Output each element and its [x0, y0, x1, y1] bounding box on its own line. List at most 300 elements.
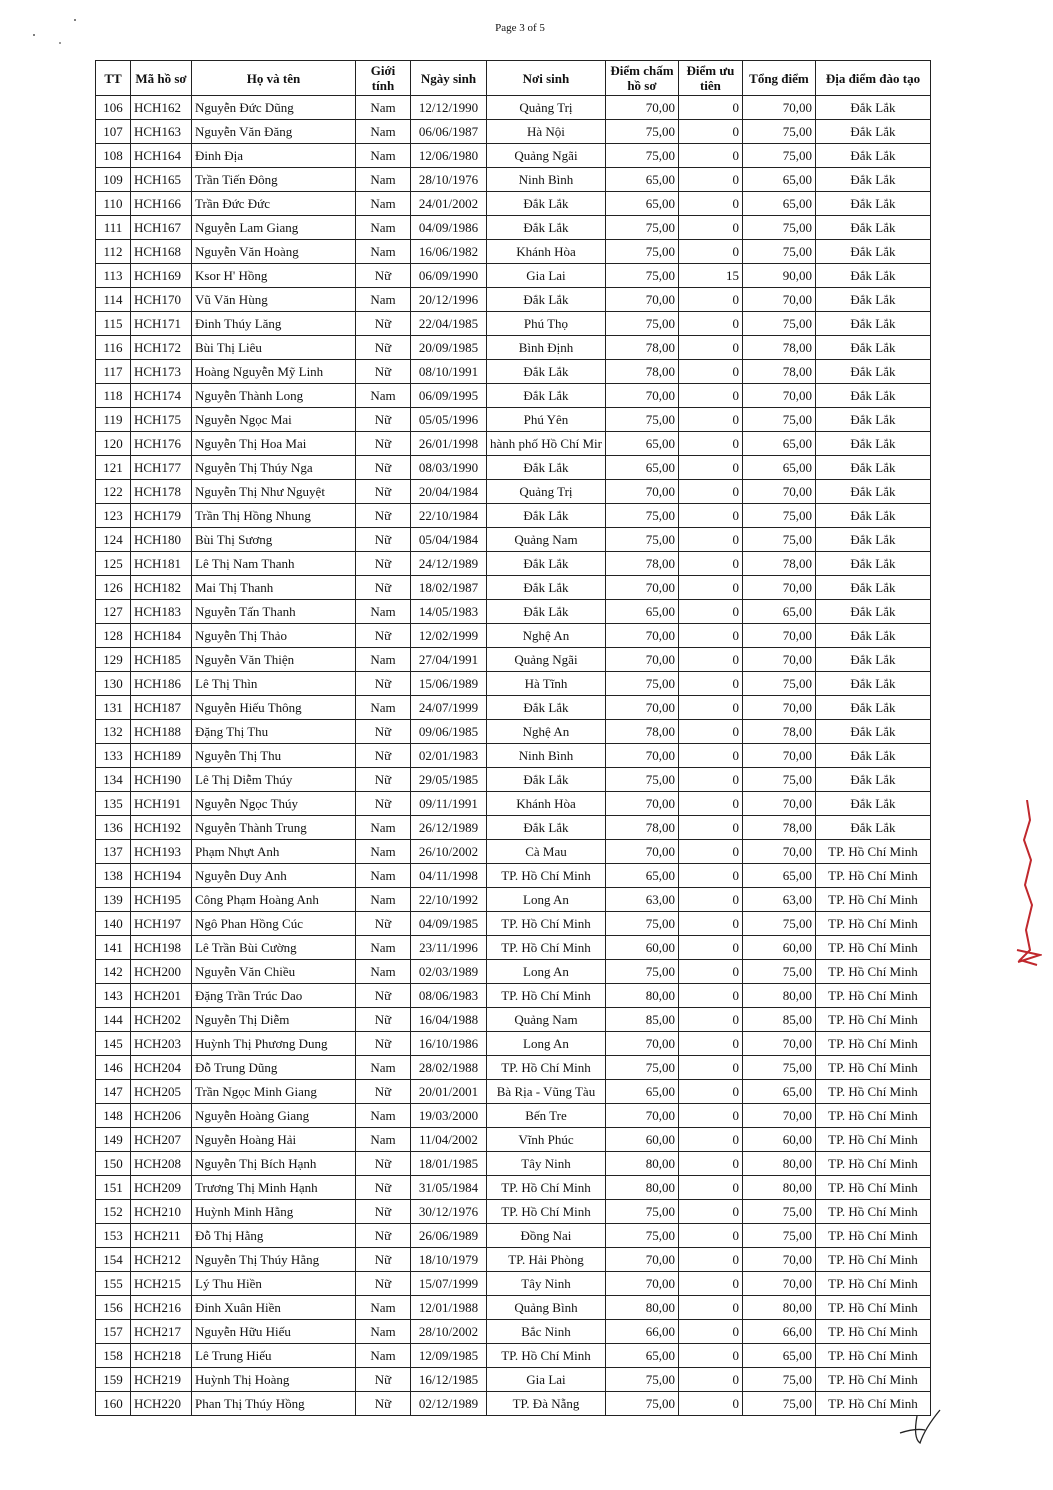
cell-dia-diem: Đắk Lắk — [815, 96, 930, 120]
cell-dia-diem: Đắk Lắk — [815, 720, 930, 744]
cell-diem-cham: 70,00 — [605, 288, 678, 312]
cell-ho-va-ten: Ngô Phan Hồng Cúc — [192, 912, 356, 936]
cell-ho-va-ten: Trần Thị Hồng Nhung — [192, 504, 356, 528]
cell-ho-va-ten: Đặng Trần Trúc Dao — [192, 984, 356, 1008]
cell-noi-sinh: Cà Mau — [487, 840, 606, 864]
cell-gioi-tinh: Nam — [356, 240, 411, 264]
cell-tt: 115 — [96, 312, 131, 336]
cell-diem-uu-tien: 0 — [678, 888, 742, 912]
cell-diem-cham: 75,00 — [605, 1368, 678, 1392]
cell-dia-diem: Đắk Lắk — [815, 456, 930, 480]
cell-ngay-sinh: 31/05/1984 — [411, 1176, 487, 1200]
table-row — [96, 744, 931, 768]
cell-tt: 125 — [96, 552, 131, 576]
table-row — [96, 672, 931, 696]
table-row — [96, 1344, 931, 1368]
cell-diem-uu-tien: 0 — [678, 1080, 742, 1104]
table-row — [96, 192, 931, 216]
candidate-score-table — [95, 60, 931, 1416]
cell-diem-uu-tien: 0 — [678, 1320, 742, 1344]
cell-dia-diem: Đắk Lắk — [815, 504, 930, 528]
cell-diem-uu-tien: 0 — [678, 720, 742, 744]
cell-tt: 121 — [96, 456, 131, 480]
cell-tong-diem: 75,00 — [742, 1392, 815, 1416]
cell-noi-sinh: Quảng Nam — [487, 1008, 606, 1032]
cell-diem-uu-tien: 0 — [678, 960, 742, 984]
cell-tt: 110 — [96, 192, 131, 216]
cell-noi-sinh: Nghệ An — [487, 624, 606, 648]
cell-ma-ho-so: HCH177 — [131, 456, 192, 480]
cell-gioi-tinh: Nam — [356, 840, 411, 864]
cell-ho-va-ten: Nguyễn Tấn Thanh — [192, 600, 356, 624]
cell-ngay-sinh: 16/12/1985 — [411, 1368, 487, 1392]
cell-tong-diem: 70,00 — [742, 96, 815, 120]
table-row — [96, 216, 931, 240]
cell-tt: 148 — [96, 1104, 131, 1128]
cell-tong-diem: 60,00 — [742, 1128, 815, 1152]
cell-ma-ho-so: HCH164 — [131, 144, 192, 168]
cell-ma-ho-so: HCH162 — [131, 96, 192, 120]
table-row — [96, 1152, 931, 1176]
cell-diem-cham: 65,00 — [605, 1344, 678, 1368]
cell-tt: 137 — [96, 840, 131, 864]
cell-gioi-tinh: Nam — [356, 96, 411, 120]
cell-ho-va-ten: Lê Thị Thìn — [192, 672, 356, 696]
cell-dia-diem: TP. Hồ Chí Minh — [815, 960, 930, 984]
cell-ngay-sinh: 23/11/1996 — [411, 936, 487, 960]
cell-gioi-tinh: Nữ — [356, 744, 411, 768]
cell-tong-diem: 80,00 — [742, 984, 815, 1008]
cell-diem-cham: 70,00 — [605, 1248, 678, 1272]
table-row — [96, 1392, 931, 1416]
cell-ma-ho-so: HCH170 — [131, 288, 192, 312]
cell-ho-va-ten: Lê Trần Bùi Cường — [192, 936, 356, 960]
cell-diem-uu-tien: 0 — [678, 624, 742, 648]
cell-gioi-tinh: Nữ — [356, 480, 411, 504]
cell-gioi-tinh: Nam — [356, 1344, 411, 1368]
cell-tt: 139 — [96, 888, 131, 912]
cell-ma-ho-so: HCH169 — [131, 264, 192, 288]
cell-ho-va-ten: Nguyễn Hữu Hiếu — [192, 1320, 356, 1344]
cell-noi-sinh: Gia Lai — [487, 264, 606, 288]
cell-tt: 143 — [96, 984, 131, 1008]
cell-ma-ho-so: HCH194 — [131, 864, 192, 888]
cell-diem-cham: 65,00 — [605, 432, 678, 456]
cell-diem-uu-tien: 0 — [678, 1008, 742, 1032]
cell-tong-diem: 78,00 — [742, 336, 815, 360]
table-row — [96, 120, 931, 144]
cell-gioi-tinh: Nam — [356, 648, 411, 672]
cell-ngay-sinh: 28/10/1976 — [411, 168, 487, 192]
table-row — [96, 1056, 931, 1080]
cell-diem-cham: 65,00 — [605, 192, 678, 216]
cell-diem-uu-tien: 0 — [678, 240, 742, 264]
cell-ma-ho-so: HCH176 — [131, 432, 192, 456]
cell-dia-diem: Đắk Lắk — [815, 384, 930, 408]
table-row — [96, 312, 931, 336]
table-row — [96, 624, 931, 648]
cell-ngay-sinh: 04/09/1985 — [411, 912, 487, 936]
cell-ma-ho-so: HCH192 — [131, 816, 192, 840]
cell-diem-cham: 75,00 — [605, 912, 678, 936]
cell-noi-sinh: Tây Ninh — [487, 1272, 606, 1296]
header-ho-va-ten: Họ và tên — [192, 61, 356, 96]
cell-gioi-tinh: Nữ — [356, 504, 411, 528]
cell-ma-ho-so: HCH173 — [131, 360, 192, 384]
cell-gioi-tinh: Nam — [356, 192, 411, 216]
cell-tt: 109 — [96, 168, 131, 192]
cell-tt: 151 — [96, 1176, 131, 1200]
cell-dia-diem: Đắk Lắk — [815, 216, 930, 240]
header-ngay-sinh: Ngày sinh — [411, 61, 487, 96]
cell-tong-diem: 75,00 — [742, 216, 815, 240]
cell-diem-cham: 70,00 — [605, 696, 678, 720]
cell-diem-cham: 70,00 — [605, 96, 678, 120]
cell-tong-diem: 75,00 — [742, 408, 815, 432]
cell-tt: 119 — [96, 408, 131, 432]
cell-ngay-sinh: 27/04/1991 — [411, 648, 487, 672]
cell-ho-va-ten: Ksor H' Hồng — [192, 264, 356, 288]
cell-ma-ho-so: HCH215 — [131, 1272, 192, 1296]
cell-gioi-tinh: Nam — [356, 168, 411, 192]
cell-gioi-tinh: Nữ — [356, 264, 411, 288]
cell-ho-va-ten: Trần Đức Đức — [192, 192, 356, 216]
cell-ho-va-ten: Mai Thị Thanh — [192, 576, 356, 600]
cell-dia-diem: TP. Hồ Chí Minh — [815, 1344, 930, 1368]
cell-tong-diem: 70,00 — [742, 1248, 815, 1272]
cell-tong-diem: 85,00 — [742, 1008, 815, 1032]
cell-tt: 128 — [96, 624, 131, 648]
cell-noi-sinh: Long An — [487, 888, 606, 912]
cell-gioi-tinh: Nam — [356, 1320, 411, 1344]
cell-tong-diem: 70,00 — [742, 624, 815, 648]
cell-ma-ho-so: HCH201 — [131, 984, 192, 1008]
cell-tt: 142 — [96, 960, 131, 984]
cell-dia-diem: TP. Hồ Chí Minh — [815, 1296, 930, 1320]
cell-tong-diem: 70,00 — [742, 744, 815, 768]
cell-tt: 157 — [96, 1320, 131, 1344]
table-row — [96, 696, 931, 720]
cell-gioi-tinh: Nam — [356, 936, 411, 960]
cell-tt: 153 — [96, 1224, 131, 1248]
cell-ho-va-ten: Nguyễn Ngọc Mai — [192, 408, 356, 432]
cell-ho-va-ten: Nguyễn Thị Thảo — [192, 624, 356, 648]
table-row — [96, 888, 931, 912]
cell-tt: 160 — [96, 1392, 131, 1416]
cell-diem-cham: 70,00 — [605, 792, 678, 816]
cell-tong-diem: 78,00 — [742, 816, 815, 840]
cell-ngay-sinh: 02/12/1989 — [411, 1392, 487, 1416]
cell-ho-va-ten: Nguyễn Hoàng Giang — [192, 1104, 356, 1128]
cell-tt: 107 — [96, 120, 131, 144]
cell-ma-ho-so: HCH205 — [131, 1080, 192, 1104]
cell-diem-uu-tien: 0 — [678, 504, 742, 528]
cell-diem-cham: 78,00 — [605, 360, 678, 384]
cell-ngay-sinh: 30/12/1976 — [411, 1200, 487, 1224]
cell-noi-sinh: Gia Lai — [487, 1368, 606, 1392]
table-row — [96, 1008, 931, 1032]
cell-ngay-sinh: 20/12/1996 — [411, 288, 487, 312]
cell-tt: 114 — [96, 288, 131, 312]
cell-ho-va-ten: Nguyễn Thị Thúy Nga — [192, 456, 356, 480]
table-row — [96, 1272, 931, 1296]
cell-ho-va-ten: Trương Thị Minh Hạnh — [192, 1176, 356, 1200]
cell-gioi-tinh: Nam — [356, 216, 411, 240]
table-row — [96, 912, 931, 936]
cell-ho-va-ten: Nguyễn Thị Như Nguyệt — [192, 480, 356, 504]
cell-tt: 106 — [96, 96, 131, 120]
cell-tt: 159 — [96, 1368, 131, 1392]
cell-ma-ho-so: HCH195 — [131, 888, 192, 912]
cell-diem-cham: 70,00 — [605, 744, 678, 768]
cell-ngay-sinh: 18/02/1987 — [411, 576, 487, 600]
cell-noi-sinh: Đắk Lắk — [487, 696, 606, 720]
cell-ma-ho-so: HCH171 — [131, 312, 192, 336]
cell-gioi-tinh: Nữ — [356, 360, 411, 384]
cell-noi-sinh: Vĩnh Phúc — [487, 1128, 606, 1152]
cell-diem-uu-tien: 0 — [678, 816, 742, 840]
cell-diem-cham: 78,00 — [605, 816, 678, 840]
cell-tt: 116 — [96, 336, 131, 360]
cell-ma-ho-so: HCH212 — [131, 1248, 192, 1272]
cell-ho-va-ten: Lý Thu Hiền — [192, 1272, 356, 1296]
cell-dia-diem: TP. Hồ Chí Minh — [815, 1080, 930, 1104]
cell-tong-diem: 65,00 — [742, 456, 815, 480]
table-row — [96, 816, 931, 840]
table-row — [96, 240, 931, 264]
cell-diem-uu-tien: 0 — [678, 840, 742, 864]
cell-gioi-tinh: Nam — [356, 120, 411, 144]
cell-ho-va-ten: Huỳnh Minh Hằng — [192, 1200, 356, 1224]
cell-ho-va-ten: Nguyễn Văn Thiện — [192, 648, 356, 672]
cell-diem-uu-tien: 0 — [678, 336, 742, 360]
cell-noi-sinh: Đắk Lắk — [487, 216, 606, 240]
cell-gioi-tinh: Nữ — [356, 672, 411, 696]
cell-ma-ho-so: HCH190 — [131, 768, 192, 792]
cell-diem-cham: 78,00 — [605, 336, 678, 360]
cell-diem-cham: 70,00 — [605, 840, 678, 864]
table-row — [96, 1296, 931, 1320]
table-row — [96, 264, 931, 288]
cell-dia-diem: TP. Hồ Chí Minh — [815, 1176, 930, 1200]
cell-noi-sinh: Ninh Bình — [487, 744, 606, 768]
cell-tt: 138 — [96, 864, 131, 888]
cell-tt: 156 — [96, 1296, 131, 1320]
cell-noi-sinh: Long An — [487, 960, 606, 984]
cell-diem-uu-tien: 0 — [678, 744, 742, 768]
cell-gioi-tinh: Nữ — [356, 720, 411, 744]
cell-ngay-sinh: 19/03/2000 — [411, 1104, 487, 1128]
cell-ngay-sinh: 18/10/1979 — [411, 1248, 487, 1272]
cell-ho-va-ten: Nguyễn Lam Giang — [192, 216, 356, 240]
cell-ho-va-ten: Phan Thị Thúy Hồng — [192, 1392, 356, 1416]
cell-ngay-sinh: 20/04/1984 — [411, 480, 487, 504]
cell-ngay-sinh: 28/02/1988 — [411, 1056, 487, 1080]
cell-ma-ho-so: HCH166 — [131, 192, 192, 216]
cell-ma-ho-so: HCH181 — [131, 552, 192, 576]
cell-ngay-sinh: 08/03/1990 — [411, 456, 487, 480]
cell-ho-va-ten: Nguyễn Thành Trung — [192, 816, 356, 840]
cell-tong-diem: 65,00 — [742, 1344, 815, 1368]
cell-ngay-sinh: 24/07/1999 — [411, 696, 487, 720]
cell-diem-uu-tien: 0 — [678, 984, 742, 1008]
cell-tong-diem: 75,00 — [742, 528, 815, 552]
cell-diem-cham: 70,00 — [605, 1104, 678, 1128]
header-diem-uu-tien: Điểm ưu tiên — [678, 61, 742, 96]
cell-diem-cham: 75,00 — [605, 120, 678, 144]
cell-dia-diem: TP. Hồ Chí Minh — [815, 1200, 930, 1224]
table-row — [96, 408, 931, 432]
cell-ngay-sinh: 24/12/1989 — [411, 552, 487, 576]
cell-ho-va-ten: Nguyễn Thị Thu — [192, 744, 356, 768]
cell-noi-sinh: Quảng Bình — [487, 1296, 606, 1320]
table-row — [96, 576, 931, 600]
cell-diem-uu-tien: 0 — [678, 528, 742, 552]
cell-ngay-sinh: 14/05/1983 — [411, 600, 487, 624]
cell-tong-diem: 70,00 — [742, 576, 815, 600]
cell-diem-cham: 70,00 — [605, 576, 678, 600]
cell-gioi-tinh: Nữ — [356, 1008, 411, 1032]
cell-diem-cham: 78,00 — [605, 720, 678, 744]
cell-diem-uu-tien: 0 — [678, 1296, 742, 1320]
table-row — [96, 1176, 931, 1200]
cell-gioi-tinh: Nữ — [356, 1032, 411, 1056]
cell-dia-diem: Đắk Lắk — [815, 744, 930, 768]
cell-ngay-sinh: 22/10/1984 — [411, 504, 487, 528]
cell-ma-ho-so: HCH179 — [131, 504, 192, 528]
cell-tt: 117 — [96, 360, 131, 384]
cell-diem-cham: 75,00 — [605, 504, 678, 528]
cell-gioi-tinh: Nam — [356, 288, 411, 312]
cell-ho-va-ten: Nguyễn Thị Thúy Hằng — [192, 1248, 356, 1272]
cell-ma-ho-so: HCH216 — [131, 1296, 192, 1320]
cell-diem-uu-tien: 0 — [678, 1056, 742, 1080]
cell-diem-cham: 60,00 — [605, 936, 678, 960]
cell-dia-diem: TP. Hồ Chí Minh — [815, 1320, 930, 1344]
cell-ho-va-ten: Phạm Nhựt Anh — [192, 840, 356, 864]
cell-diem-uu-tien: 0 — [678, 1104, 742, 1128]
cell-noi-sinh: Khánh Hòa — [487, 792, 606, 816]
cell-dia-diem: TP. Hồ Chí Minh — [815, 1272, 930, 1296]
cell-ngay-sinh: 16/04/1988 — [411, 1008, 487, 1032]
table-row — [96, 840, 931, 864]
cell-ho-va-ten: Nguyễn Hiếu Thông — [192, 696, 356, 720]
cell-diem-uu-tien: 0 — [678, 216, 742, 240]
table-row — [96, 504, 931, 528]
cell-ma-ho-so: HCH184 — [131, 624, 192, 648]
cell-diem-uu-tien: 0 — [678, 1128, 742, 1152]
table-row — [96, 360, 931, 384]
cell-diem-uu-tien: 0 — [678, 1152, 742, 1176]
cell-noi-sinh: Bến Tre — [487, 1104, 606, 1128]
table-row — [96, 648, 931, 672]
cell-gioi-tinh: Nữ — [356, 312, 411, 336]
table-row — [96, 288, 931, 312]
cell-diem-cham: 75,00 — [605, 528, 678, 552]
cell-ngay-sinh: 12/06/1980 — [411, 144, 487, 168]
cell-dia-diem: Đắk Lắk — [815, 192, 930, 216]
table-row — [96, 144, 931, 168]
cell-noi-sinh: TP. Hồ Chí Minh — [487, 912, 606, 936]
cell-diem-cham: 75,00 — [605, 1392, 678, 1416]
cell-diem-cham: 80,00 — [605, 1152, 678, 1176]
cell-gioi-tinh: Nữ — [356, 1224, 411, 1248]
cell-noi-sinh: TP. Hồ Chí Minh — [487, 936, 606, 960]
cell-dia-diem: Đắk Lắk — [815, 144, 930, 168]
cell-tt: 120 — [96, 432, 131, 456]
cell-diem-uu-tien: 0 — [678, 1344, 742, 1368]
cell-ma-ho-so: HCH203 — [131, 1032, 192, 1056]
cell-ma-ho-so: HCH204 — [131, 1056, 192, 1080]
cell-ma-ho-so: HCH209 — [131, 1176, 192, 1200]
cell-diem-uu-tien: 0 — [678, 1224, 742, 1248]
cell-noi-sinh: Đắk Lắk — [487, 288, 606, 312]
cell-diem-cham: 63,00 — [605, 888, 678, 912]
cell-tong-diem: 70,00 — [742, 648, 815, 672]
cell-tong-diem: 75,00 — [742, 504, 815, 528]
cell-dia-diem: TP. Hồ Chí Minh — [815, 1224, 930, 1248]
red-stamp-mark — [1012, 800, 1042, 970]
cell-gioi-tinh: Nữ — [356, 1080, 411, 1104]
cell-ma-ho-so: HCH208 — [131, 1152, 192, 1176]
cell-tong-diem: 75,00 — [742, 912, 815, 936]
cell-tong-diem: 70,00 — [742, 288, 815, 312]
table-row — [96, 1128, 931, 1152]
cell-ngay-sinh: 22/04/1985 — [411, 312, 487, 336]
cell-ho-va-ten: Nguyễn Duy Anh — [192, 864, 356, 888]
cell-ngay-sinh: 26/06/1989 — [411, 1224, 487, 1248]
cell-noi-sinh: Đắk Lắk — [487, 360, 606, 384]
cell-gioi-tinh: Nam — [356, 1128, 411, 1152]
cell-ma-ho-so: HCH193 — [131, 840, 192, 864]
table-row — [96, 528, 931, 552]
cell-diem-cham: 70,00 — [605, 1032, 678, 1056]
cell-ngay-sinh: 15/06/1989 — [411, 672, 487, 696]
cell-dia-diem: Đắk Lắk — [815, 240, 930, 264]
table-row — [96, 1032, 931, 1056]
cell-noi-sinh: Đắk Lắk — [487, 768, 606, 792]
cell-dia-diem: Đắk Lắk — [815, 600, 930, 624]
table-body — [96, 96, 931, 1416]
cell-ma-ho-so: HCH219 — [131, 1368, 192, 1392]
cell-noi-sinh: Hà Nội — [487, 120, 606, 144]
cell-tt: 145 — [96, 1032, 131, 1056]
cell-tt: 147 — [96, 1080, 131, 1104]
cell-tt: 108 — [96, 144, 131, 168]
cell-tt: 118 — [96, 384, 131, 408]
cell-ma-ho-so: HCH220 — [131, 1392, 192, 1416]
cell-noi-sinh: Đắk Lắk — [487, 192, 606, 216]
table-row — [96, 984, 931, 1008]
cell-dia-diem: TP. Hồ Chí Minh — [815, 1392, 930, 1416]
cell-ho-va-ten: Nguyễn Hoàng Hải — [192, 1128, 356, 1152]
cell-ngay-sinh: 04/09/1986 — [411, 216, 487, 240]
cell-tt: 146 — [96, 1056, 131, 1080]
cell-ngay-sinh: 16/10/1986 — [411, 1032, 487, 1056]
cell-dia-diem: TP. Hồ Chí Minh — [815, 1368, 930, 1392]
cell-ngay-sinh: 09/06/1985 — [411, 720, 487, 744]
cell-gioi-tinh: Nữ — [356, 576, 411, 600]
cell-noi-sinh: hành phố Hồ Chí Mir — [487, 432, 606, 456]
cell-tong-diem: 66,00 — [742, 1320, 815, 1344]
cell-diem-uu-tien: 0 — [678, 480, 742, 504]
cell-diem-cham: 75,00 — [605, 1200, 678, 1224]
cell-tt: 155 — [96, 1272, 131, 1296]
cell-noi-sinh: Phú Yên — [487, 408, 606, 432]
cell-diem-cham: 75,00 — [605, 240, 678, 264]
cell-ngay-sinh: 16/06/1982 — [411, 240, 487, 264]
table-row — [96, 1080, 931, 1104]
